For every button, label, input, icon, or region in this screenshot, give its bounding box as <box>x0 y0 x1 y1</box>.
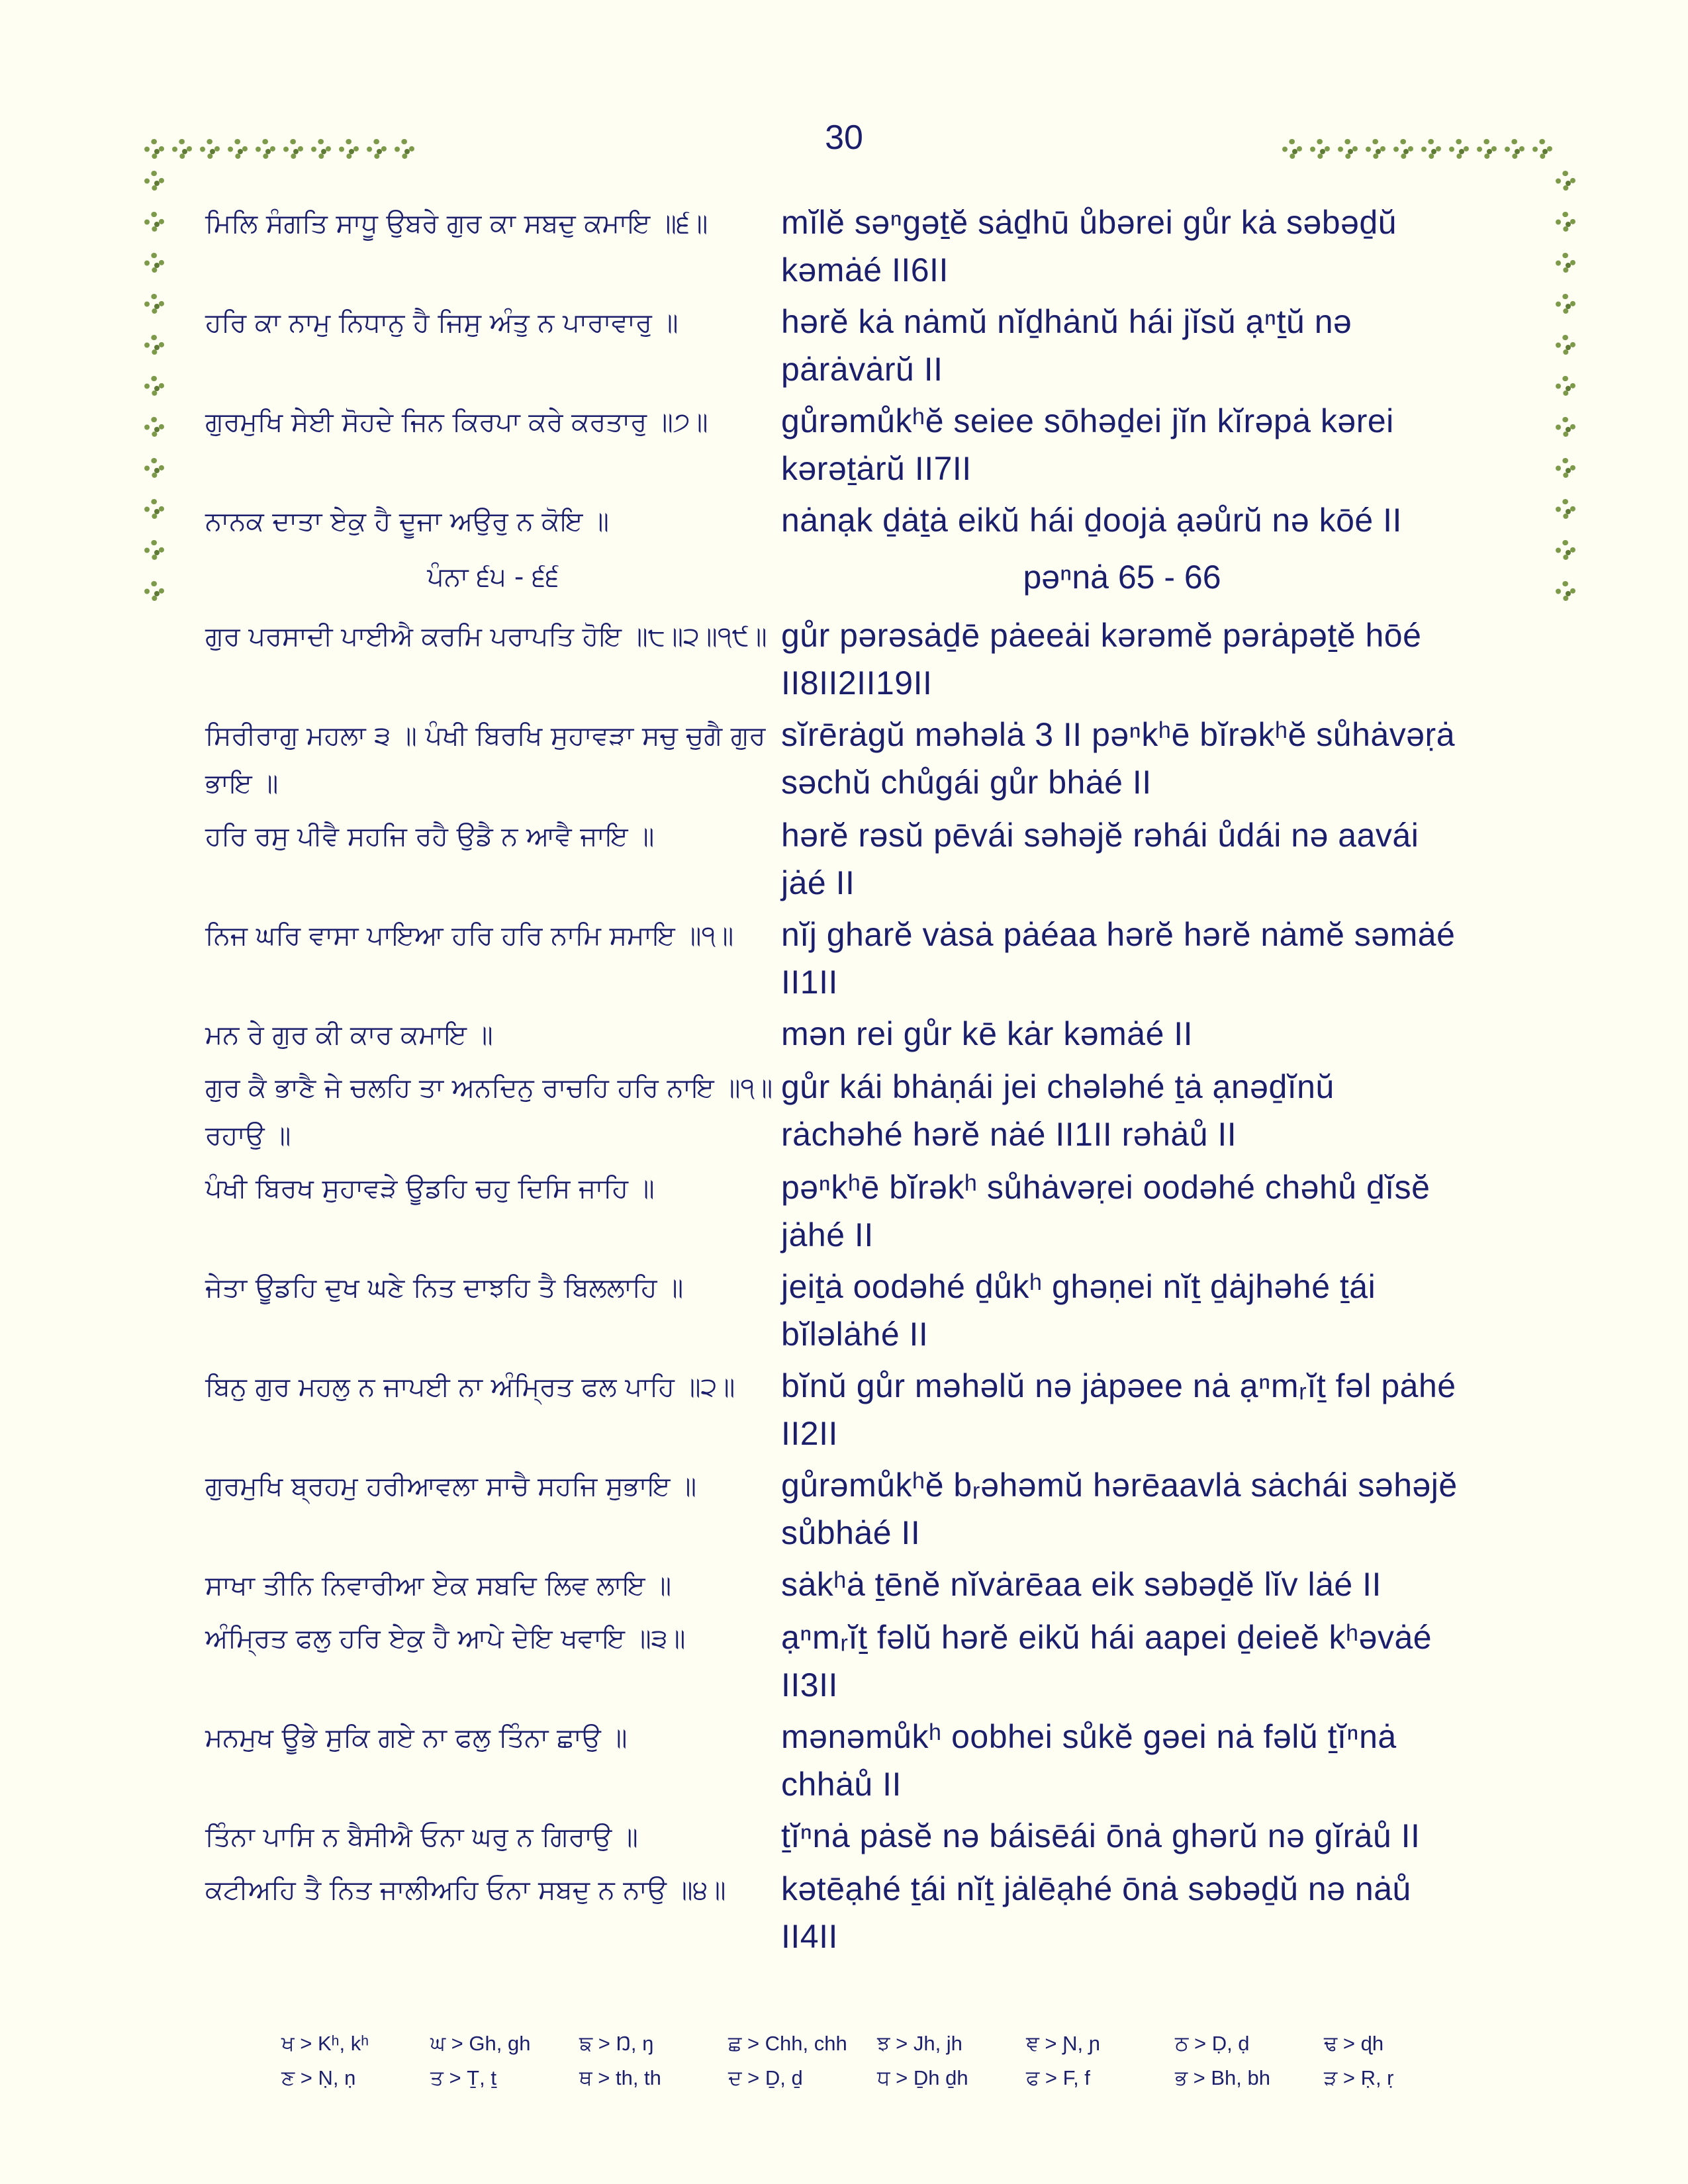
transliteration-text: sĭrērȧgŭ məhəlȧ 3 II pəⁿkʰē bĭrəkʰĕ sůhȧvəṛȧ səchŭ chůgái gůr bhȧé II <box>781 716 1455 801</box>
flower-ornament-icon <box>228 139 248 159</box>
flower-ornament-icon <box>1556 376 1575 396</box>
transliteration-text: gůr kái bhȧṇái jei chələhé ṯȧ ạnəḏĭnŭ rȧchəhé hərĕ nȧé II1II rəhȧů II <box>781 1068 1335 1153</box>
flower-ornament-icon <box>144 294 164 314</box>
flower-ornament-icon <box>1556 253 1575 273</box>
flower-ornament-icon <box>144 376 164 396</box>
verse-row <box>205 1010 1529 1059</box>
key-entry: ੜ > Ṛ, ṛ <box>1324 2066 1394 2089</box>
flower-ornament-icon <box>144 458 164 478</box>
gurmukhi-text: ਕਟੀਅਹਿ ਤੈ ਨਿਤ ਜਾਲੀਅਹਿ ਓਨਾ ਸਬਦੁ ਨ ਨਾਉ ॥੪॥ <box>205 1875 726 1905</box>
verse-row <box>205 1713 1529 1808</box>
transliteration-text: gůrəmůkʰĕ bᵣəhəmŭ hərēaavlȧ sȧchái səhəjĕ sůbhȧé II <box>781 1467 1458 1551</box>
page-number: 30 <box>825 118 863 157</box>
verse-row <box>205 298 1529 393</box>
gurmukhi-text: ਨਾਨਕ ਦਾਤਾ ਏਕੁ ਹੈ ਦੂਜਾ ਅਉਰੁ ਨ ਕੋਇ ॥ <box>205 506 609 537</box>
flower-ornament-icon <box>1556 171 1575 191</box>
heading-gurmukhi: ਪੰਨਾ ੬੫ - ੬੬ <box>427 562 559 592</box>
verse-row <box>205 711 1529 807</box>
transliteration-text: ṯĭⁿnȧ pȧsĕ nə báisēái ōnȧ ghərŭ nə gĭrȧů II <box>781 1817 1421 1854</box>
verse-row <box>205 199 1529 294</box>
key-entry: ਖ > Kʰ, kʰ <box>281 2032 369 2055</box>
flower-ornament-icon <box>1366 139 1385 159</box>
transliteration-text: nȧnạk ḏȧṯȧ eikŭ hái ḏoojȧ ạəůrŭ nə kōé II <box>781 502 1402 539</box>
flower-ornament-icon <box>1310 139 1330 159</box>
key-entry: ਝ > Jh, jh <box>877 2032 962 2055</box>
transliteration-text: mĭlĕ səⁿgəṯĕ sȧḏhū ůbərei gůr kȧ səbəḏŭ kəmȧé II6II <box>781 204 1397 289</box>
flower-ornament-icon <box>1556 294 1575 314</box>
transliteration-text: kətēạhé ṯái nĭṯ jȧlēạhé ōnȧ səbəḏŭ nə nȧů II4II <box>781 1870 1411 1955</box>
flower-ornament-icon <box>1556 499 1575 519</box>
key-entry: ਫ > F, f <box>1026 2066 1090 2089</box>
transliteration-text: nĭj gharĕ vȧsȧ pȧéaa hərĕ hərĕ nȧmĕ səmȧé II1II <box>781 916 1456 1001</box>
flower-ornament-icon <box>1556 335 1575 355</box>
flower-ornament-icon <box>144 253 164 273</box>
gurmukhi-text: ਮਿਲਿ ਸੰਗਤਿ ਸਾਧੂ ਉਬਰੇ ਗੁਰ ਕਾ ਸਬਦੁ ਕਮਾਇ ॥੬॥ <box>205 208 708 239</box>
transliteration-text: hərĕ kȧ nȧmŭ nĭḏhȧnŭ hái jĭsŭ ạⁿṯŭ nə pȧrȧvȧrŭ II <box>781 303 1352 388</box>
gurmukhi-text: ਮਨਮੁਖ ਊਭੇ ਸੁਕਿ ਗਏ ਨਾ ਫਲੁ ਤਿੰਨਾ ਛਾਉ ॥ <box>205 1723 628 1753</box>
gurmukhi-text: ਹਰਿ ਕਾ ਨਾਮੁ ਨਿਧਾਨੁ ਹੈ ਜਿਸੁ ਅੰਤੁ ਨ ਪਾਰਾਵਾਰੁ ॥ <box>205 308 679 338</box>
key-entry: ਭ > Bh, bh <box>1175 2066 1270 2089</box>
key-entry: ਘ > Gh, gh <box>430 2032 531 2055</box>
transliteration-text: gůr pərəsȧḏē pȧeeȧi kərəmĕ pərȧpəṯĕ hōé II8II2II19II <box>781 617 1422 702</box>
transliteration-key <box>281 2032 1473 2101</box>
verse-row <box>205 1362 1529 1457</box>
flower-ornament-icon <box>144 417 164 437</box>
gurmukhi-text: ਸਾਖਾ ਤੀਨਿ ਨਿਵਾਰੀਆ ਏਕ ਸਬਦਿ ਲਿਵ ਲਾਇ ॥ <box>205 1570 672 1601</box>
flower-ornament-icon <box>1556 540 1575 560</box>
flower-ornament-icon <box>144 581 164 601</box>
flower-ornament-icon <box>200 139 220 159</box>
gurmukhi-text: ਗੁਰਮੁਖਿ ਸੇਈ ਸੋਹਦੇ ਜਿਨ ਕਿਰਪਾ ਕਰੇ ਕਰਤਾਰੁ ॥੭॥ <box>205 407 708 437</box>
transliteration-text: bĭnŭ gůr məhəlŭ nə jȧpəee nȧ ạⁿmᵣĭṯ fəl pȧhé II2II <box>781 1367 1456 1452</box>
flower-ornament-icon <box>1556 212 1575 232</box>
gurmukhi-text: ਨਿਜ ਘਰਿ ਵਾਸਾ ਪਾਇਆ ਹਰਿ ਹਰਿ ਨਾਮਿ ਸਮਾਇ ॥੧॥ <box>205 921 734 951</box>
gurmukhi-text: ਪੰਖੀ ਬਿਰਖ ਸੁਹਾਵੜੇ ਊਡਹਿ ਚਹੁ ਦਿਸਿ ਜਾਹਿ ॥ <box>205 1173 655 1204</box>
verse-row <box>205 612 1529 707</box>
key-entry: ਣ > Ṇ, ṇ <box>281 2066 356 2089</box>
gurmukhi-text: ਅੰਮ੍ਰਿਤ ਫਲੁ ਹਰਿ ਏਕੁ ਹੈ ਆਪੇ ਦੇਇ ਖਵਾਇ ॥੩॥ <box>205 1623 686 1654</box>
key-entry: ਢ > ɖh <box>1324 2032 1384 2055</box>
heading-transliteration: pəⁿnȧ 65 - 66 <box>1023 559 1221 596</box>
flower-ornament-icon <box>367 139 387 159</box>
key-entry: ਤ > Ṯ, ṯ <box>430 2066 496 2089</box>
key-entry: ਙ > Ŋ, ŋ <box>579 2032 654 2055</box>
flower-ornament-icon <box>1477 139 1497 159</box>
verse-row <box>205 811 1529 907</box>
flower-ornament-icon <box>283 139 303 159</box>
key-entry: ਞ > Ɲ, ɲ <box>1026 2032 1100 2055</box>
gurmukhi-text: ਗੁਰ ਪਰਸਾਦੀ ਪਾਈਐ ਕਰਮਿ ਪਰਾਪਤਿ ਹੋਇ ॥੮॥੨॥੧੯॥ <box>205 621 767 652</box>
gurmukhi-text: ਤਿੰਨਾ ਪਾਸਿ ਨ ਬੈਸੀਐ ਓਨਾ ਘਰੁ ਨ ਗਿਰਾਉ ॥ <box>205 1822 638 1852</box>
flower-ornament-icon <box>1282 139 1302 159</box>
transliteration-text: sȧkʰȧ ṯēnĕ nĭvȧrēaa eik səbəḏĕ lĭv lȧé II <box>781 1566 1382 1603</box>
transliteration-text: jeiṯȧ oodəhé ḏůkʰ ghəṇei nĭṯ ḏȧjhəhé ṯái bĭləlȧhé II <box>781 1268 1376 1353</box>
transliteration-text: mən rei gůr kē kȧr kəmȧé II <box>781 1015 1194 1052</box>
verse-content <box>205 199 1529 1964</box>
transliteration-text: pəⁿkʰē bĭrəkʰ sůhȧvəṛei oodəhé chəhů ḏĭsĕ jȧhé II <box>781 1169 1430 1253</box>
verse-row <box>205 496 1529 545</box>
transliteration-text: gůrəmůkʰĕ seiee sōhəḏei jĭn kĭrəpȧ kərei kərəṯȧrŭ II7II <box>781 402 1394 487</box>
flower-ornament-icon <box>172 139 192 159</box>
gurmukhi-text: ਜੇਤਾ ਊਡਹਿ ਦੁਖ ਘਣੇ ਨਿਤ ਦਾਝਹਿ ਤੈ ਬਿਲਲਾਹਿ ॥ <box>205 1273 684 1303</box>
flower-ornament-icon <box>1556 581 1575 601</box>
verse-row <box>205 1812 1529 1861</box>
flower-ornament-icon <box>1556 417 1575 437</box>
key-entry: ਠ > Ḍ, ḍ <box>1175 2032 1250 2055</box>
flower-ornament-icon <box>144 171 164 191</box>
flower-ornament-icon <box>1449 139 1469 159</box>
verse-row <box>205 1063 1529 1160</box>
key-entry: ਥ > th, th <box>579 2066 661 2089</box>
transliteration-text: ạⁿmᵣĭṯ fəlŭ hərĕ eikŭ hái aapei ḏeieĕ kʰəvȧé II3II <box>781 1619 1432 1704</box>
verse-row <box>205 1461 1529 1557</box>
verse-row <box>205 911 1529 1006</box>
flower-ornament-icon <box>1421 139 1441 159</box>
flower-ornament-icon <box>1505 139 1524 159</box>
flower-ornament-icon <box>339 139 359 159</box>
gurmukhi-text: ਬਿਨੁ ਗੁਰ ਮਹਲੁ ਨ ਜਾਪਈ ਨਾ ਅੰਮ੍ਰਿਤ ਫਲ ਪਾਹਿ ॥੨॥ <box>205 1372 735 1402</box>
flower-ornament-icon <box>144 212 164 232</box>
page-heading <box>205 553 1529 601</box>
verse-row <box>205 1561 1529 1610</box>
gurmukhi-text: ਹਰਿ ਰਸੁ ਪੀਵੈ ਸਹਜਿ ਰਹੈ ਉਡੈ ਨ ਆਵੈ ਜਾਇ ॥ <box>205 821 655 852</box>
transliteration-text: mənəmůkʰ oobhei sůkĕ gəei nȧ fəlŭ ṯĭⁿnȧ chhȧů II <box>781 1718 1397 1803</box>
flower-ornament-icon <box>395 139 414 159</box>
gurmukhi-text: ਸਿਰੀਰਾਗੁ ਮਹਲਾ ੩ ॥ ਪੰਖੀ ਬਿਰਖਿ ਸੁਹਾਵੜਾ ਸਚੁ ਚੁਗੈ ਗੁਰ ਭਾਇ ॥ <box>205 721 766 799</box>
verse-row <box>205 1614 1529 1709</box>
verse-row <box>205 1865 1529 1960</box>
transliteration-text: hərĕ rəsŭ pēvái səhəjĕ rəhái ůdái nə aavái jȧé II <box>781 817 1419 901</box>
flower-ornament-icon <box>1393 139 1413 159</box>
flower-ornament-icon <box>1556 458 1575 478</box>
verse-row <box>205 1263 1529 1358</box>
flower-ornament-icon <box>144 335 164 355</box>
flower-ornament-icon <box>144 540 164 560</box>
key-entry: ਧ > Ḏh ḏh <box>877 2066 968 2089</box>
key-entry: ਛ > Chh, chh <box>728 2032 847 2055</box>
flower-ornament-icon <box>1338 139 1358 159</box>
gurmukhi-text: ਗੁਰ ਕੈ ਭਾਣੈ ਜੇ ਚਲਹਿ ਤਾ ਅਨਦਿਨੁ ਰਾਚਹਿ ਹਰਿ ਨਾਇ ॥੧॥ ਰਹਾਉ ॥ <box>205 1073 773 1151</box>
flower-ornament-icon <box>256 139 275 159</box>
verse-row <box>205 1163 1529 1259</box>
gurmukhi-text: ਮਨ ਰੇ ਗੁਰ ਕੀ ਕਾਰ ਕਮਾਇ ॥ <box>205 1020 493 1050</box>
gurmukhi-text: ਗੁਰਮੁਖਿ ਬ੍ਰਹਮੁ ਹਰੀਆਵਲਾ ਸਾਚੈ ਸਹਜਿ ਸੁਭਾਇ ॥ <box>205 1471 697 1502</box>
verse-row <box>205 397 1529 492</box>
key-entry: ਦ > Ḏ, ḏ <box>728 2066 803 2089</box>
flower-ornament-icon <box>144 139 164 159</box>
flower-ornament-icon <box>311 139 331 159</box>
flower-ornament-icon <box>1532 139 1552 159</box>
flower-ornament-icon <box>144 499 164 519</box>
